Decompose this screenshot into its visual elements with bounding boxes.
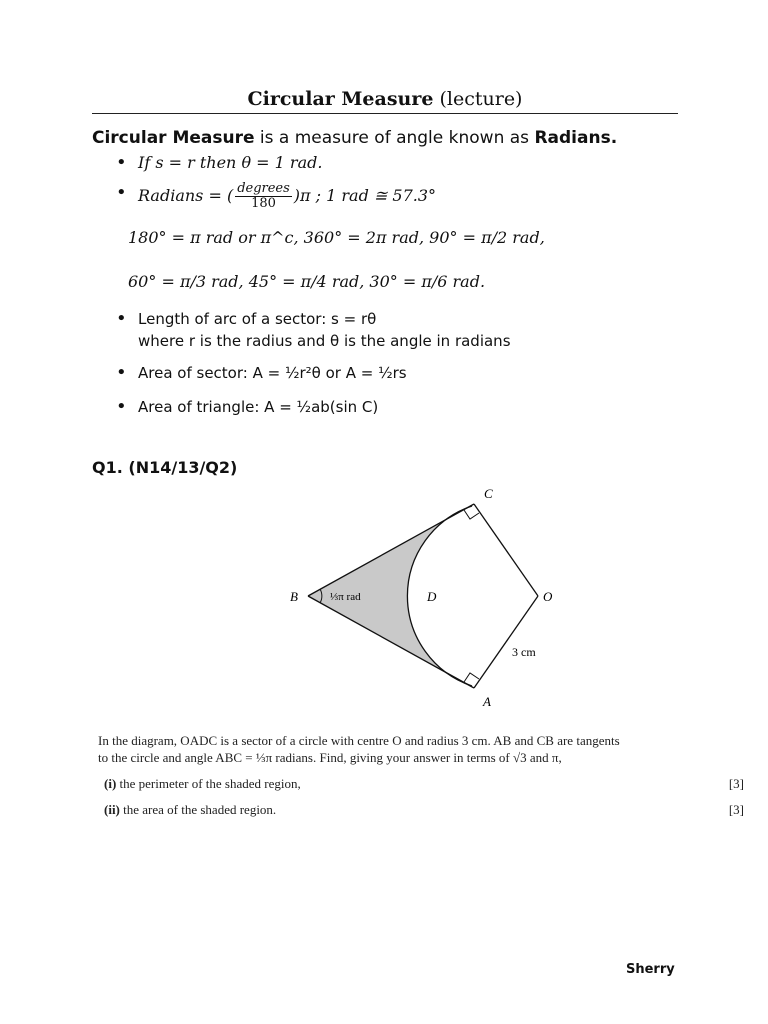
problem-line-2: to the circle and angle ABC = ⅓π radians. Find, giving your answer in terms of √3 and π, <box>98 750 562 765</box>
degrees-fraction <box>235 182 292 211</box>
notes-list-2 <box>112 308 712 418</box>
label-a: A <box>483 694 491 709</box>
signature: Sherry <box>626 962 675 977</box>
radius-oc <box>474 504 538 596</box>
area-sector-text: Area of sector: A = ½r²θ or A = ½rs <box>138 364 407 382</box>
note-radians-formula <box>112 182 712 211</box>
arc-length-text: Length of arc of a sector: s = rθ <box>138 310 377 328</box>
intro-line <box>92 128 617 148</box>
note-definition <box>112 152 712 174</box>
label-d: D <box>427 589 437 604</box>
part-i-number: (i) <box>104 776 117 791</box>
area-triangle-text: Area of triangle: A = ½ab(sin C) <box>138 398 379 416</box>
problem-part-ii <box>98 801 748 818</box>
radians-formula-right: )π ; 1 rad ≅ 57.3° <box>293 186 437 205</box>
sector-diagram <box>0 484 768 724</box>
part-i-text: the perimeter of the shaded region, <box>119 776 301 791</box>
note-definition-text: If s = r then θ = 1 rad. <box>138 153 323 172</box>
fraction-denominator: 180 <box>251 196 276 211</box>
fraction-numerator: degrees <box>237 181 290 196</box>
note-arc-length <box>112 308 712 330</box>
angle-label: ⅓π rad <box>330 591 361 603</box>
arc-length-subtext: where r is the radius and θ is the angle in radians <box>138 332 511 350</box>
problem-part-i <box>98 775 748 792</box>
part-ii-marks: [3] <box>728 802 744 817</box>
label-b: B <box>290 589 298 604</box>
right-angle-c <box>464 510 479 519</box>
radius-oa <box>474 596 538 688</box>
notes-list <box>112 152 712 211</box>
page-title <box>92 88 678 114</box>
problem-line-1: In the diagram, OADC is a sector of a circle with centre O and radius 3 cm. AB and CB are tangents <box>98 733 620 748</box>
arc-adc <box>407 506 472 686</box>
conversion-line-1: 180° = π rad or π^c, 360° = 2π rad, 90° = π/2 rad, <box>128 228 545 247</box>
note-area-sector <box>112 362 712 384</box>
intro-emphasis: Radians. <box>534 128 618 148</box>
radius-label: 3 cm <box>512 645 536 659</box>
problem-text <box>98 732 748 818</box>
label-o: O <box>543 589 553 604</box>
conversion-line-2: 60° = π/3 rad, 45° = π/4 rad, 30° = π/6 rad. <box>128 272 486 291</box>
note-arc-length-sub <box>112 330 712 352</box>
radians-formula-left: Radians = ( <box>138 186 234 205</box>
question-label: Q1. (N14/13/Q2) <box>92 458 238 477</box>
label-c: C <box>484 486 493 501</box>
note-area-triangle <box>112 396 712 418</box>
intro-term: Circular Measure <box>92 128 255 148</box>
part-i-marks: [3] <box>728 776 744 791</box>
title-main: Circular Measure <box>247 88 434 110</box>
part-ii-number: (ii) <box>104 802 120 817</box>
title-sub: (lecture) <box>439 88 523 110</box>
intro-text: is a measure of angle known as <box>254 128 535 148</box>
part-ii-text: the area of the shaded region. <box>123 802 277 817</box>
right-angle-a <box>464 673 479 682</box>
